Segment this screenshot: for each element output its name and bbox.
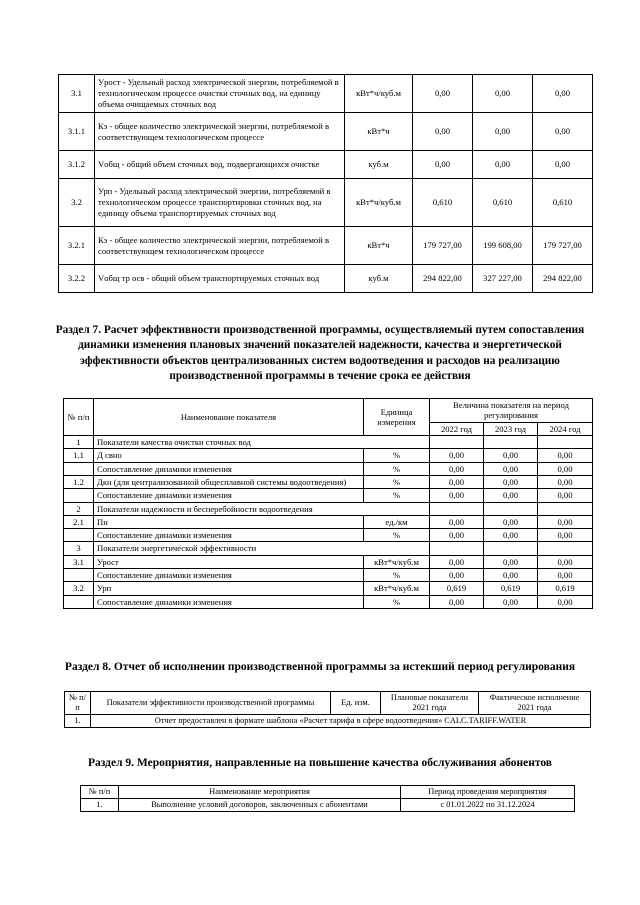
row-value-2023: 0,00 xyxy=(484,529,538,542)
row-value-2024: 0,00 xyxy=(538,475,593,488)
row-text: Отчет предоставлен в формате шаблона «Расчет тарифа в сфере водоотведения» CALC.TARIFF.WATER xyxy=(91,715,591,728)
row-num: 3.1.1 xyxy=(59,113,95,151)
table-row xyxy=(64,542,593,555)
table-row xyxy=(59,227,593,265)
row-value-2022: 0,00 xyxy=(430,475,484,488)
row-value-2024: 0,00 xyxy=(538,595,593,608)
row-value-2023: 327 227,00 xyxy=(473,265,533,293)
row-value-2022: 0,00 xyxy=(430,462,484,475)
row-name: Показатели энергетической эффективности xyxy=(94,542,430,555)
row-value-2022: 0,619 xyxy=(430,582,484,595)
row-name: Кэ - общее количество электрической энергии, потребляемой в соответствующем технологическом процессе xyxy=(95,113,345,151)
row-value-2024: 0,00 xyxy=(538,515,593,528)
table-header-row xyxy=(65,692,591,715)
row-value-2024: 0,00 xyxy=(538,569,593,582)
row-name: Сопоставление динамики изменения xyxy=(94,489,364,502)
row-value-2022 xyxy=(430,542,484,555)
row-value-2023: 0,00 xyxy=(484,555,538,568)
row-value-2024: 0,00 xyxy=(538,489,593,502)
row-name: Vобщ - общий объем сточных вод, подвергающихся очистке xyxy=(95,151,345,179)
section-8-title: Раздел 8. Отчет об исполнении производственной программы за истекший период регулирования xyxy=(64,661,576,673)
table-row xyxy=(59,75,593,113)
row-num: 3.2.2 xyxy=(59,265,95,293)
header-period: Период проведения мероприятия xyxy=(401,786,575,799)
header-num: № п/п xyxy=(81,786,119,799)
row-name: Урост xyxy=(94,555,364,568)
section-9-table xyxy=(80,785,575,812)
row-name: Показатели качества очистки сточных вод xyxy=(94,435,430,448)
table-header-row xyxy=(81,786,575,799)
section-9-title: Раздел 9. Мероприятия, направленные на повышение качества обслуживания абонентов xyxy=(87,757,552,769)
row-value-2024: 0,00 xyxy=(533,75,593,113)
table-row xyxy=(64,489,593,502)
table-row xyxy=(64,569,593,582)
row-unit: кВт*ч xyxy=(345,113,413,151)
header-num: № п/п xyxy=(64,399,94,436)
header-unit: Ед. изм. xyxy=(331,692,381,715)
table-row xyxy=(64,582,593,595)
row-value-2023 xyxy=(484,502,538,515)
row-value-2024: 0,610 xyxy=(533,179,593,227)
row-num xyxy=(64,529,94,542)
table-row xyxy=(64,502,593,515)
row-num: 2.1 xyxy=(64,515,94,528)
row-value-2024 xyxy=(538,435,593,448)
row-name: Выполнение условий договоров, заключенных с абонентами xyxy=(119,799,401,812)
row-num: 3.1 xyxy=(64,555,94,568)
row-name: Д свно xyxy=(94,449,364,462)
table-row xyxy=(81,799,575,812)
row-value-2024: 0,00 xyxy=(538,449,593,462)
row-num xyxy=(64,595,94,608)
header-fact: Фактическое исполнение 2021 года xyxy=(479,692,591,715)
row-unit: % xyxy=(364,569,430,582)
header-2023: 2023 год xyxy=(484,422,538,435)
row-num xyxy=(64,569,94,582)
row-num: 1.1 xyxy=(64,449,94,462)
row-unit: % xyxy=(364,449,430,462)
row-unit: кВт*ч/куб.м xyxy=(345,179,413,227)
row-name: Сопоставление динамики изменения xyxy=(94,569,364,582)
row-value-2022: 0,610 xyxy=(413,179,473,227)
row-unit: куб.м xyxy=(345,151,413,179)
row-num: 1.2 xyxy=(64,475,94,488)
row-value-2024 xyxy=(538,502,593,515)
row-unit: % xyxy=(364,595,430,608)
table-row xyxy=(59,113,593,151)
section-7-table xyxy=(63,398,593,609)
row-unit: куб.м xyxy=(345,265,413,293)
table-row xyxy=(59,265,593,293)
table-row xyxy=(64,475,593,488)
row-value-2022: 179 727,00 xyxy=(413,227,473,265)
row-value-2022: 0,00 xyxy=(413,113,473,151)
row-unit: кВт*ч/куб.м xyxy=(364,555,430,568)
row-num: 3.1.2 xyxy=(59,151,95,179)
row-unit: кВт*ч xyxy=(345,227,413,265)
header-name: Наименование мероприятия xyxy=(119,786,401,799)
row-num: 2 xyxy=(64,502,94,515)
row-unit: ед./км xyxy=(364,515,430,528)
table-row xyxy=(64,529,593,542)
row-value-2022 xyxy=(430,502,484,515)
table-row xyxy=(59,179,593,227)
table-row xyxy=(64,595,593,608)
table-row xyxy=(64,515,593,528)
row-unit: % xyxy=(364,489,430,502)
row-num: 3.1 xyxy=(59,75,95,113)
row-unit: % xyxy=(364,475,430,488)
row-value-2023: 0,00 xyxy=(484,569,538,582)
row-value-2023: 0,00 xyxy=(473,75,533,113)
row-name: Дкн (для централизованной общесплавной системы водоотведения) xyxy=(94,475,364,488)
row-value-2022: 0,00 xyxy=(430,569,484,582)
row-num xyxy=(64,462,94,475)
row-value-2023: 0,00 xyxy=(484,475,538,488)
row-value-2022 xyxy=(430,435,484,448)
row-unit: % xyxy=(364,529,430,542)
row-value-2024: 0,00 xyxy=(538,555,593,568)
row-value-2022: 0,00 xyxy=(413,151,473,179)
row-value-2022: 0,00 xyxy=(430,489,484,502)
row-value-2022: 0,00 xyxy=(430,449,484,462)
indicators-continuation-table xyxy=(58,74,593,293)
header-plan: Плановые показатели 2021 года xyxy=(381,692,479,715)
row-unit: % xyxy=(364,462,430,475)
row-name: Кэ - общее количество электрической энергии, потребляемой в соответствующем технологическом процессе xyxy=(95,227,345,265)
header-num: № п/п xyxy=(65,692,91,715)
row-name: Vобщ тр осв - общий объем транспортируемых сточных вод xyxy=(95,265,345,293)
section-8-table xyxy=(64,691,591,728)
row-value-2023: 0,00 xyxy=(473,113,533,151)
row-value-2023: 199 608,00 xyxy=(473,227,533,265)
row-value-2023: 0,00 xyxy=(473,151,533,179)
row-num: 1 xyxy=(64,435,94,448)
row-value-2022: 0,00 xyxy=(430,515,484,528)
row-name: Урп xyxy=(94,582,364,595)
row-value-2024: 179 727,00 xyxy=(533,227,593,265)
row-name: Показатели надежности и бесперебойности водоотведения xyxy=(94,502,430,515)
row-value-2022: 0,00 xyxy=(430,595,484,608)
row-num: 1. xyxy=(65,715,91,728)
header-unit: Единица измерения xyxy=(364,399,430,436)
row-unit: кВт*ч/куб.м xyxy=(345,75,413,113)
row-value-2023: 0,610 xyxy=(473,179,533,227)
row-name: Уpост - Удельный расход электрической энергии, потребляемой в технологическом процессе очистки сточных вод, на единицу объема очищаемых сточных вод xyxy=(95,75,345,113)
row-period: с 01.01.2022 по 31.12.2024 xyxy=(401,799,575,812)
row-name: Сопоставление динамики изменения xyxy=(94,462,364,475)
table-row xyxy=(64,462,593,475)
row-value-2023: 0,619 xyxy=(484,582,538,595)
row-value-2022: 0,00 xyxy=(430,529,484,542)
row-num: 3.2 xyxy=(59,179,95,227)
row-value-2023: 0,00 xyxy=(484,449,538,462)
row-num: 1. xyxy=(81,799,119,812)
row-value-2022: 294 822,00 xyxy=(413,265,473,293)
row-value-2024: 0,00 xyxy=(533,151,593,179)
table-row xyxy=(64,449,593,462)
row-value-2022: 0,00 xyxy=(430,555,484,568)
row-value-2023: 0,00 xyxy=(484,595,538,608)
row-value-2024: 0,00 xyxy=(538,462,593,475)
row-value-2023: 0,00 xyxy=(484,515,538,528)
row-value-2024 xyxy=(538,542,593,555)
row-value-2023 xyxy=(484,542,538,555)
row-value-2024: 294 822,00 xyxy=(533,265,593,293)
row-value-2024: 0,00 xyxy=(538,529,593,542)
row-name: Сопоставление динамики изменения xyxy=(94,595,364,608)
header-value: Величина показателя на период регулирования xyxy=(430,399,593,423)
row-num: 3.2 xyxy=(64,582,94,595)
row-num: 3.2.1 xyxy=(59,227,95,265)
row-value-2022: 0,00 xyxy=(413,75,473,113)
row-name: Сопоставление динамики изменения xyxy=(94,529,364,542)
row-value-2024: 0,619 xyxy=(538,582,593,595)
row-num xyxy=(64,489,94,502)
header-name: Показатели эффективности производственной программы xyxy=(91,692,331,715)
section-7-title: Раздел 7. Расчет эффективности производственной программы, осуществляемый путем сопоставления динамики изменения плановых значений показателей надежности, качества и энергетической эффективности объектов централизованных систем водоотведения и расходов на реализацию производственной программы в течение срока ее действия xyxy=(55,324,585,382)
row-value-2023 xyxy=(484,435,538,448)
row-num: 3 xyxy=(64,542,94,555)
row-name: Урп - Удельный расход электрической энергии, потребляемой в технологическом процессе транспортировки сточных вод, на единицу объема транспортируемых сточных вод xyxy=(95,179,345,227)
table-row xyxy=(65,715,591,728)
row-value-2024: 0,00 xyxy=(533,113,593,151)
row-name: Пн xyxy=(94,515,364,528)
table-row xyxy=(64,555,593,568)
table-row xyxy=(64,435,593,448)
row-unit: кВт*ч/куб.м xyxy=(364,582,430,595)
header-2022: 2022 год xyxy=(430,422,484,435)
table-row xyxy=(59,151,593,179)
row-value-2023: 0,00 xyxy=(484,489,538,502)
header-2024: 2024 год xyxy=(538,422,593,435)
header-name: Наименование показателя xyxy=(94,399,364,436)
row-value-2023: 0,00 xyxy=(484,462,538,475)
table-header-row xyxy=(64,399,593,423)
